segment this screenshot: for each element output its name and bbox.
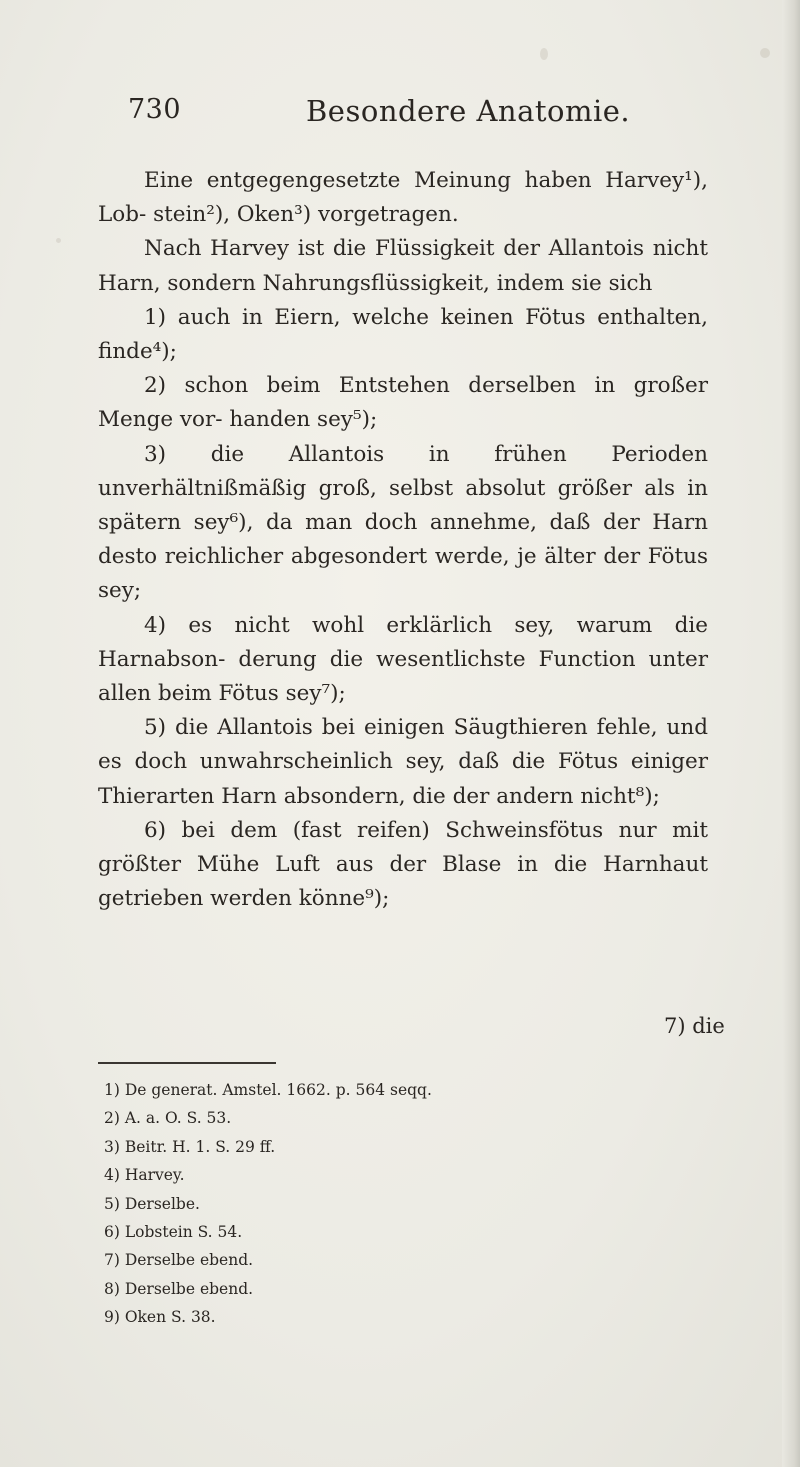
footnote: 6) Lobstein S. 54. — [104, 1223, 243, 1242]
paragraph: Nach Harvey ist die Flüssigkeit der Allantois nicht Harn, sondern Nahrungsflüssigkeit, indem sie sich — [98, 236, 708, 296]
footnote: 1) De generat. Amstel. 1662. p. 564 seqq. — [104, 1081, 432, 1099]
footnotes — [104, 1076, 664, 1332]
footnote: 2) A. a. O. S. 53. — [104, 1109, 232, 1128]
paragraph: Eine entgegengesetzte Meinung haben Harvey¹), Lob- stein²), Oken³) vorgetragen. — [98, 168, 708, 228]
footnote: 4) Harvey. — [104, 1166, 185, 1185]
list-item: 6) bei dem (fast reifen) Schweinsfötus nur mit größter Mühe Luft aus der Blase in die Harnhaut getrieben werden könne⁹); — [98, 817, 708, 912]
list-item: 2) schon beim Entstehen derselben in großer Menge vor- handen sey⁵); — [98, 373, 708, 433]
page-edge — [782, 0, 800, 1467]
footnote: 8) Derselbe ebend. — [104, 1279, 254, 1298]
footnote: 5) Derselbe. — [104, 1194, 200, 1213]
footnote: 7) Derselbe ebend. — [104, 1251, 254, 1270]
page-number: 730 — [128, 94, 182, 125]
list-item: 1) auch in Eiern, welche keinen Fötus enthalten, finde⁴); — [98, 304, 708, 365]
list-item: 3) die Allantois in frühen Perioden unverhältnißmäßig groß, selbst absolut größer als in spätern sey⁶), da man doch annehme, daß der Harn desto reichlicher abgesondert werde, je älter der Fötus sey; — [98, 441, 708, 604]
footnote: 9) Oken S. 38. — [104, 1308, 216, 1327]
running-head: Besondere Anatomie. — [306, 94, 631, 128]
footnote-rule — [98, 1062, 276, 1064]
list-item: 5) die Allantois bei einigen Säugthieren fehle, und es doch unwahrscheinlich sey, daß die Fötus einiger Thierarten Harn absondern, die der andern nicht⁸); — [98, 715, 708, 809]
catchword: 7) die — [664, 1014, 725, 1038]
footnote: 3) Beitr. H. 1. S. 29 ff. — [104, 1137, 276, 1156]
page-header — [128, 94, 688, 134]
list-item: 4) es nicht wohl erklärlich sey, warum die Harnabson- derung die wesentlichste Function unter allen beim Fötus sey⁷); — [98, 612, 708, 707]
body-text — [98, 164, 708, 916]
